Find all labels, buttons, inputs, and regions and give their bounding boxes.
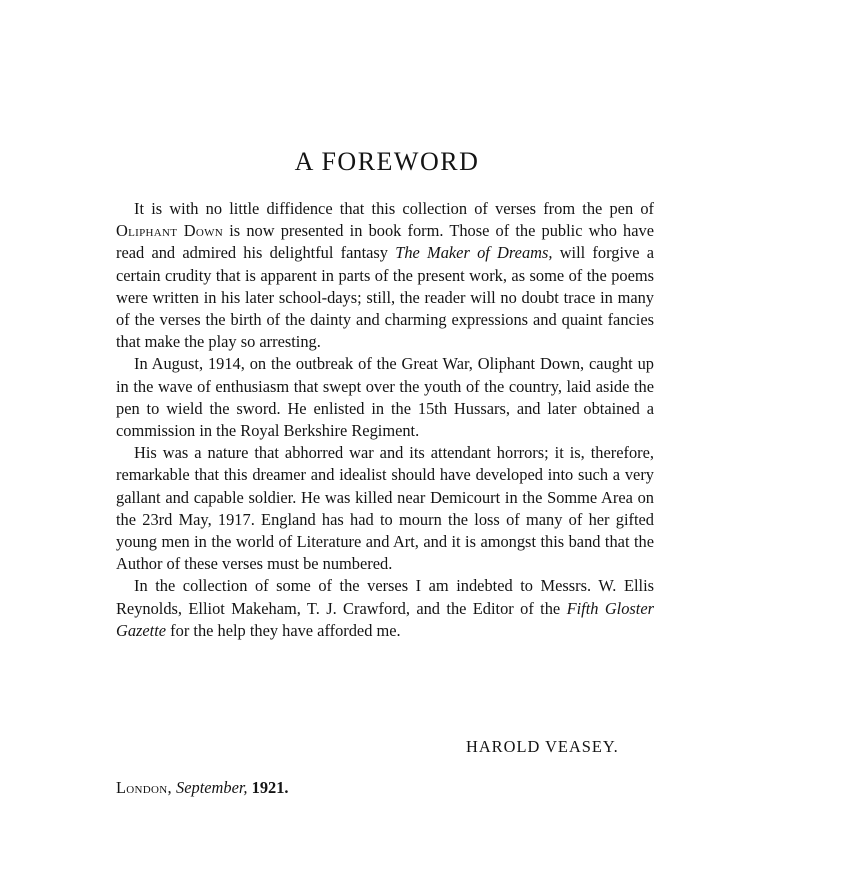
paragraph-1-text-b: is now presented in book form. Those of the public who have read and admired his delightful fantasy	[116, 221, 654, 263]
paragraph-2: In August, 1914, on the outbreak of the Great War, Oliphant Down, caught up in the wave of enthusiasm that swept over the youth of the country, laid aside the pen to wield the sword. He enlisted in the 15th Hussars, and later obtained a commission in the Royal Berkshire Regiment.	[116, 354, 654, 441]
foreword-body	[116, 198, 654, 642]
dateline-month: September,	[176, 778, 248, 797]
work-title: The Maker of Dreams,	[395, 243, 553, 263]
signature: HAROLD VEASEY.	[466, 737, 619, 756]
dateline-year: 1921.	[251, 778, 289, 797]
paragraph-4-text-b: for the help they have afforded me.	[166, 620, 401, 640]
publication-title: Fifth Gloster Gazette	[116, 598, 654, 640]
paragraph-4	[116, 575, 654, 642]
paragraph-1-text-a: It is with no little diffidence that this collection of verses from the pen of	[134, 199, 654, 218]
paragraph-1-text-c: will forgive a certain crudity that is apparent in parts of the present work, as some of the poems were written in his later school-days; still, the reader will no doubt trace in many of the verses the birth of the dainty and charming expressions and quaint fancies that make the play so arresting.	[116, 243, 654, 352]
paragraph-4-text-a: In the collection of some of the verses I am indebted to Messrs. W. Ellis Reynolds, Elliot Makeham, T. J. Crawford, and the Editor of the	[116, 576, 654, 618]
page-title: A FOREWORD	[294, 147, 480, 176]
author-name: Oliphant Down	[116, 221, 224, 241]
paragraph-3: His was a nature that abhorred war and its attendant horrors; it is, therefore, remarkable that this dreamer and idealist should have developed into such a very gallant and capable soldier. He was killed near Demicourt in the Somme Area on the 23rd May, 1917. England has had to mourn the loss of many of her gifted young men in the world of Literature and Art, and it is amongst this band that the Author of these verses must be numbered.	[116, 443, 654, 574]
paragraph-1	[116, 198, 654, 353]
dateline-place: London,	[116, 778, 172, 797]
dateline	[116, 777, 289, 799]
